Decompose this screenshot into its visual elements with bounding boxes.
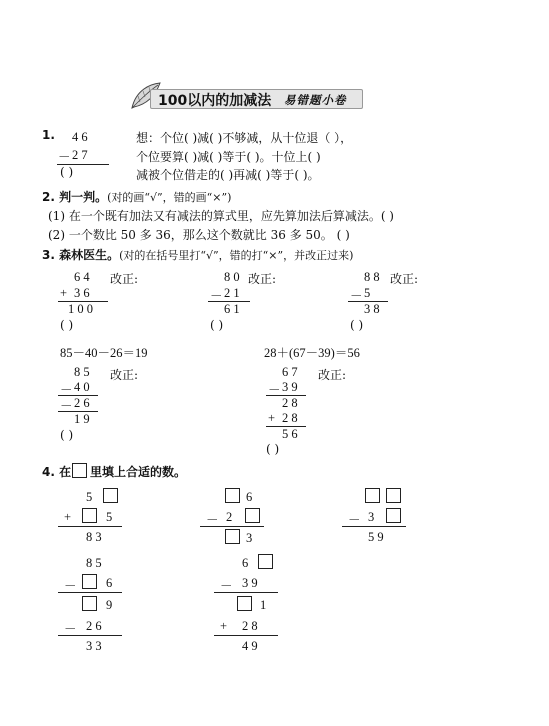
- q3-e5-m: 2 8: [282, 396, 298, 410]
- q4-b-r: 3: [246, 531, 253, 545]
- q4-d-box2[interactable]: [82, 596, 97, 611]
- q3-e5-op1: －: [268, 383, 281, 397]
- q3-p1-correct-label: 改正:: [110, 272, 139, 286]
- q4-c-box3[interactable]: [386, 508, 401, 523]
- q4-b-d1: 6: [246, 490, 253, 504]
- q3-p3-op: －: [350, 289, 363, 303]
- q4-e-op1: －: [220, 579, 233, 593]
- q3-heading: 3. 森林医生。: [42, 248, 120, 262]
- q3-e5-op2: +: [268, 411, 276, 425]
- q3-p1-r: 1 0 0: [68, 302, 93, 316]
- q2-heading: 2. 判一判。: [42, 190, 108, 204]
- q4-d-d1: 8 5: [86, 556, 102, 570]
- q4-e-r: 4 9: [242, 639, 258, 653]
- q4-e-box1[interactable]: [258, 554, 273, 569]
- q4-a-d2: 5: [106, 510, 113, 524]
- q2-item-2: (2) 一个数比 50 多 36，那么这个数就比 36 多 50。 ( ): [48, 228, 350, 242]
- q3-e4-a: 8 5: [74, 365, 90, 379]
- q3-p1-a: 6 4: [74, 270, 90, 284]
- q3-e4-expr: 85－40－26＝19: [60, 346, 148, 360]
- q4-d-rule1: [58, 592, 122, 593]
- q4-d-m: 9: [106, 598, 113, 612]
- q3-e4-b: 4 0: [74, 380, 90, 394]
- q4-d-d3: 2 6: [86, 619, 102, 633]
- q4-c-rule: [342, 526, 406, 527]
- q3-p2-op: －: [210, 289, 223, 303]
- q1-think-line2: 个位要算( )减( )等于( )。十位上( ): [136, 150, 321, 164]
- q4-d-rule2: [58, 635, 122, 636]
- q4-a-d1: 5: [86, 490, 93, 504]
- q3-p3-paren: ( ): [350, 318, 364, 332]
- q4-d-d2: 6: [106, 576, 113, 590]
- q4-e-rule2: [214, 635, 278, 636]
- q3-p1-paren: ( ): [60, 318, 74, 332]
- q4-e-d1: 6: [242, 556, 249, 570]
- q3-e5-expr: 28＋(67－39)＝56: [264, 346, 360, 360]
- q3-e5-r: 5 6: [282, 427, 298, 441]
- q3-p1-b: 3 6: [74, 286, 90, 300]
- q4-a-box2[interactable]: [82, 508, 97, 523]
- q2-item-1: (1) 在一个既有加法又有减法的算式里，应先算加法后算减法。( ): [48, 209, 394, 223]
- q4-c-r: 5 9: [368, 530, 384, 544]
- q4-e-d3: 2 8: [242, 619, 258, 633]
- q3-e5-paren: ( ): [266, 442, 280, 456]
- q4-b-d2: 2: [226, 510, 233, 524]
- q2-hint: (对的画“√”，错的画“×”): [107, 191, 232, 204]
- q3-p3-correct-label: 改正:: [390, 272, 419, 286]
- q4-e-m: 1: [260, 598, 267, 612]
- q4-c-op: －: [348, 513, 361, 527]
- q4-d-box1[interactable]: [82, 574, 97, 589]
- q4-b-box2[interactable]: [245, 508, 260, 523]
- q4-b-op: －: [206, 513, 219, 527]
- page-subtitle: 易错题小卷: [284, 93, 347, 107]
- q3-e5-a: 6 7: [282, 365, 298, 379]
- q3-e5-b: 3 9: [282, 380, 298, 394]
- q4-c-box2[interactable]: [386, 488, 401, 503]
- q4-e-box2[interactable]: [237, 596, 252, 611]
- q4-d-op2: －: [64, 622, 77, 636]
- q1-think-line3: 减被个位借走的( )再减( )等于( )。: [136, 168, 320, 182]
- page-title: 100以内的加减法: [158, 93, 272, 109]
- q2-header: [42, 188, 231, 205]
- q3-p2-paren: ( ): [210, 318, 224, 332]
- q4-e-op2: +: [220, 619, 228, 633]
- q4-a-op: +: [64, 510, 72, 524]
- q1-think-line1: 想：个位( )减( )不够减，从十位退（ ），: [136, 131, 353, 145]
- q3-p2-a: 8 0: [224, 270, 240, 284]
- q4-b-box1[interactable]: [225, 488, 240, 503]
- q3-e5-c: 2 8: [282, 411, 298, 425]
- q4-d-op1: －: [64, 579, 77, 593]
- q3-p3-b: 5: [364, 286, 371, 300]
- q4-a-rule: [58, 526, 122, 527]
- q4-e-rule1: [214, 592, 278, 593]
- q3-hint: (对的在括号里打“√”，错的打“×”，并改正过来): [119, 249, 354, 262]
- q3-e4-paren: ( ): [60, 428, 74, 442]
- q4-a-r: 8 3: [86, 530, 102, 544]
- q1-number: 1.: [42, 128, 55, 142]
- q3-e4-r: 1 9: [74, 412, 90, 426]
- q4-heading-box: [72, 463, 87, 478]
- q1-op: －: [58, 150, 71, 164]
- q3-e4-op1: －: [60, 383, 73, 397]
- q3-p1-op: +: [60, 286, 68, 300]
- q4-heading-post: 里填上合适的数。: [90, 465, 187, 479]
- q3-e5-correct-label: 改正:: [318, 368, 347, 382]
- q4-d-r: 3 3: [86, 639, 102, 653]
- q3-e4-op2: －: [60, 399, 73, 413]
- q3-p3-a: 8 8: [364, 270, 380, 284]
- q3-p3-r: 3 8: [364, 302, 380, 316]
- q3-p2-r: 6 1: [224, 302, 240, 316]
- q3-p2-b: 2 1: [224, 286, 240, 300]
- q4-c-d2: 3: [368, 510, 375, 524]
- q1-bottom: 2 7: [72, 148, 88, 162]
- q3-header: [42, 246, 353, 263]
- q4-b-box3[interactable]: [225, 529, 240, 544]
- q3-e4-c: 2 6: [74, 396, 90, 410]
- q4-heading-pre: 4. 在: [42, 465, 72, 479]
- q3-e4-correct-label: 改正:: [110, 368, 139, 382]
- q4-c-box1[interactable]: [365, 488, 380, 503]
- q1-top: 4 6: [72, 130, 88, 144]
- q1-answer: ( ): [60, 165, 74, 179]
- q4-a-box1[interactable]: [103, 488, 118, 503]
- q4-b-rule: [200, 526, 264, 527]
- q3-p2-correct-label: 改正:: [248, 272, 277, 286]
- q4-e-d2: 3 9: [242, 576, 258, 590]
